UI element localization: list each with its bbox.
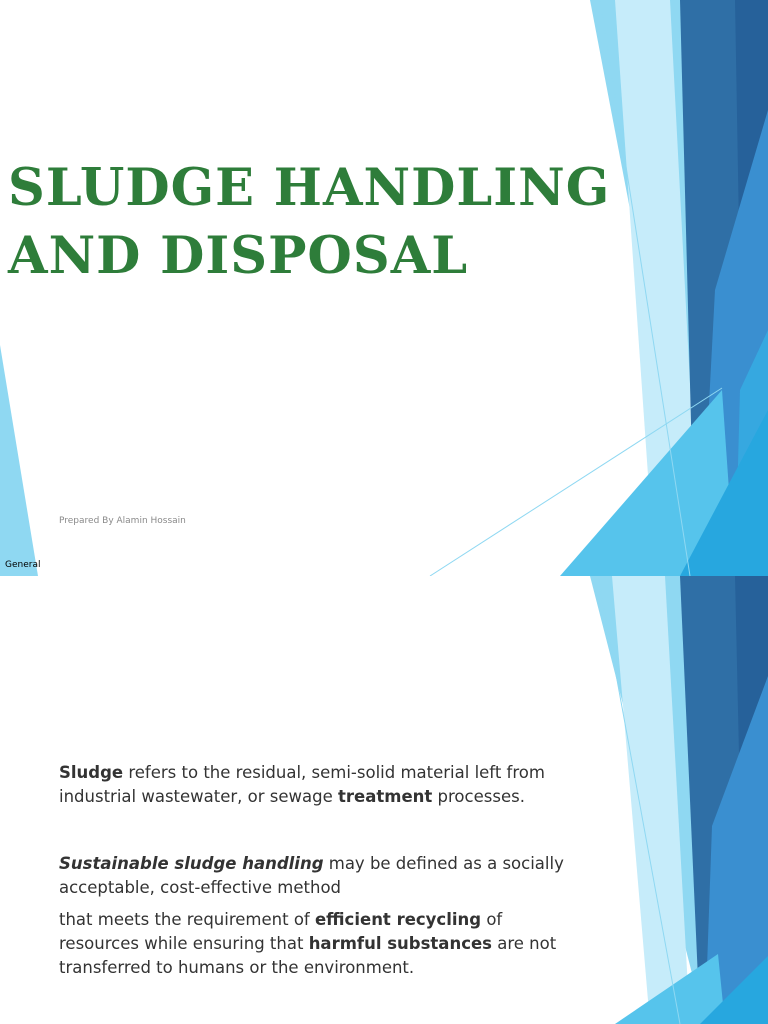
sludge-definition — [59, 761, 579, 809]
definition-text: may be defined as a socially acceptable, cost-effective method — [59, 854, 564, 897]
requirement-text-middle: of resources while ensuring that — [59, 910, 503, 953]
author-credit: Prepared By Alamin Hossain — [59, 516, 186, 526]
sensitivity-label: General — [5, 560, 41, 570]
term-harmful-substances: harmful substances — [308, 934, 492, 953]
title-line-1: SLUDGE HANDLING — [8, 158, 611, 218]
definition-text-end: processes. — [432, 787, 525, 806]
requirement-text-start: that meets the requirement of — [59, 910, 315, 929]
title-line-2: AND DISPOSAL — [8, 226, 469, 286]
requirement-text — [59, 908, 579, 980]
term-efficient-recycling: efficient recycling — [314, 910, 482, 929]
term-sludge: Sludge — [59, 763, 124, 782]
definition-slide — [0, 576, 768, 1024]
sustainable-handling-definition — [59, 852, 579, 900]
requirement-text-end: are not transferred to humans or the environment. — [59, 934, 557, 977]
slide-title — [8, 154, 610, 290]
definition-text: refers to the residual, semi-solid material left from industrial wastewater, or sewage — [59, 763, 545, 806]
left-edge-triangle — [0, 345, 41, 576]
term-treatment: treatment — [338, 787, 433, 806]
term-sustainable-handling: Sustainable sludge handling — [59, 854, 324, 873]
